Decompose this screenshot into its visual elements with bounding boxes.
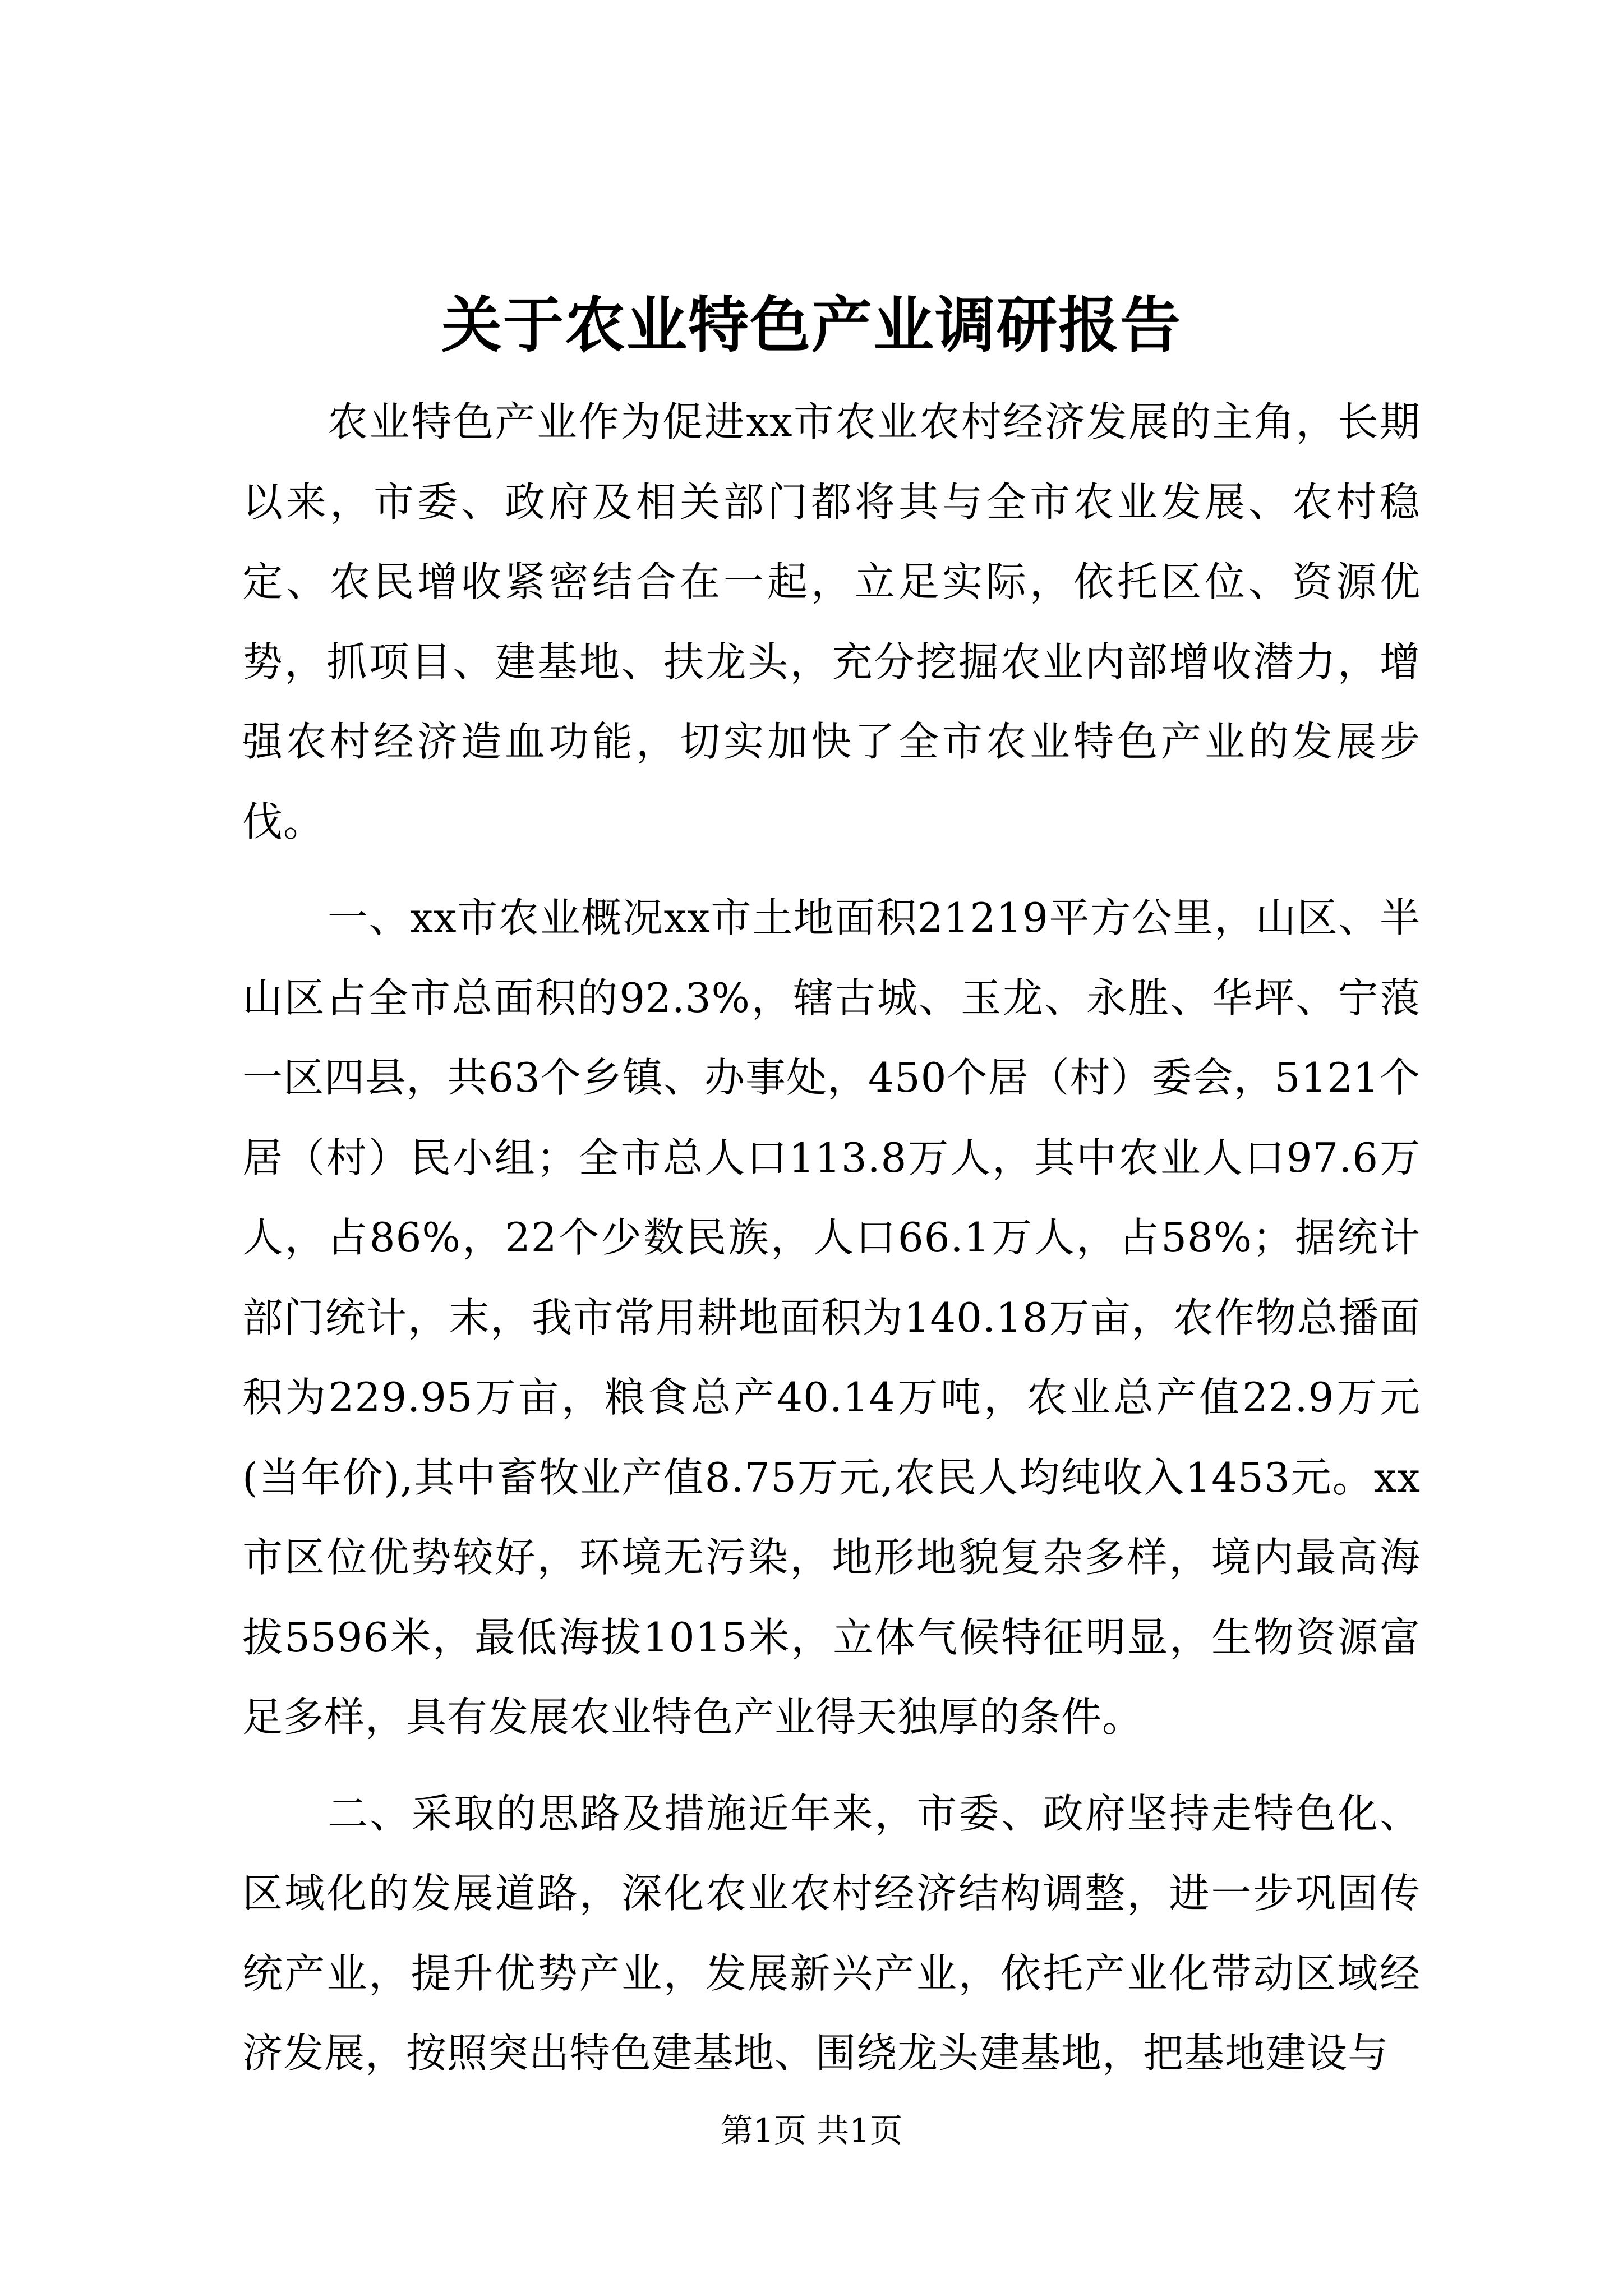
document-title: 关于农业特色产业调研报告	[441, 290, 1182, 361]
paragraph-overview: 一、xx市农业概况xx市土地面积21219平方公里，山区、半山区占全市总面积的92.3%，辖古城、玉龙、永胜、华坪、宁蒗一区四县，共63个乡镇、办事处，450个居（村）委会，5121个居（村）民小组；全市总人口113.8万人，其中农业人口97.6万人，占86%，22个少数民族，人口66.1万人，占58%；据统计部门统计，末，我市常用耕地面积为140.18万亩，农作物总播面积为229.95万亩，粮食总产40.14万吨，农业总产值22.9万元(当年价),其中畜牧业产值8.75万元,农民人均纯收入1453元。xx市区位优势较好，环境无污染，地形地貌复杂多样，境内最高海拔5596米，最低海拔1015米，立体气候特征明显，生物资源富足多样，具有发展农业特色产业得天独厚的条件。	[242, 894, 1421, 1741]
document-body	[242, 382, 1421, 2110]
paragraph-intro: 农业特色产业作为促进xx市农业农村经济发展的主角，长期以来，市委、政府及相关部门都将其与全市农业发展、农村稳定、农民增收紧密结合在一起，立足实际，依托区位、资源优势，抓项目、建基地、扶龙头，充分挖掘农业内部增收潜力，增强农村经济造血功能，切实加快了全市农业特色产业的发展步伐。	[242, 398, 1421, 845]
paragraph-measures: 二、采取的思路及措施近年来，市委、政府坚持走特色化、区域化的发展道路，深化农业农村经济结构调整，进一步巩固传统产业，提升优势产业，发展新兴产业，依托产业化带动区域经济发展，按照突出特色建基地、围绕龙头建基地，把基地建设与	[242, 1789, 1421, 2077]
page-footer: 第1页 共1页	[720, 2111, 903, 2150]
